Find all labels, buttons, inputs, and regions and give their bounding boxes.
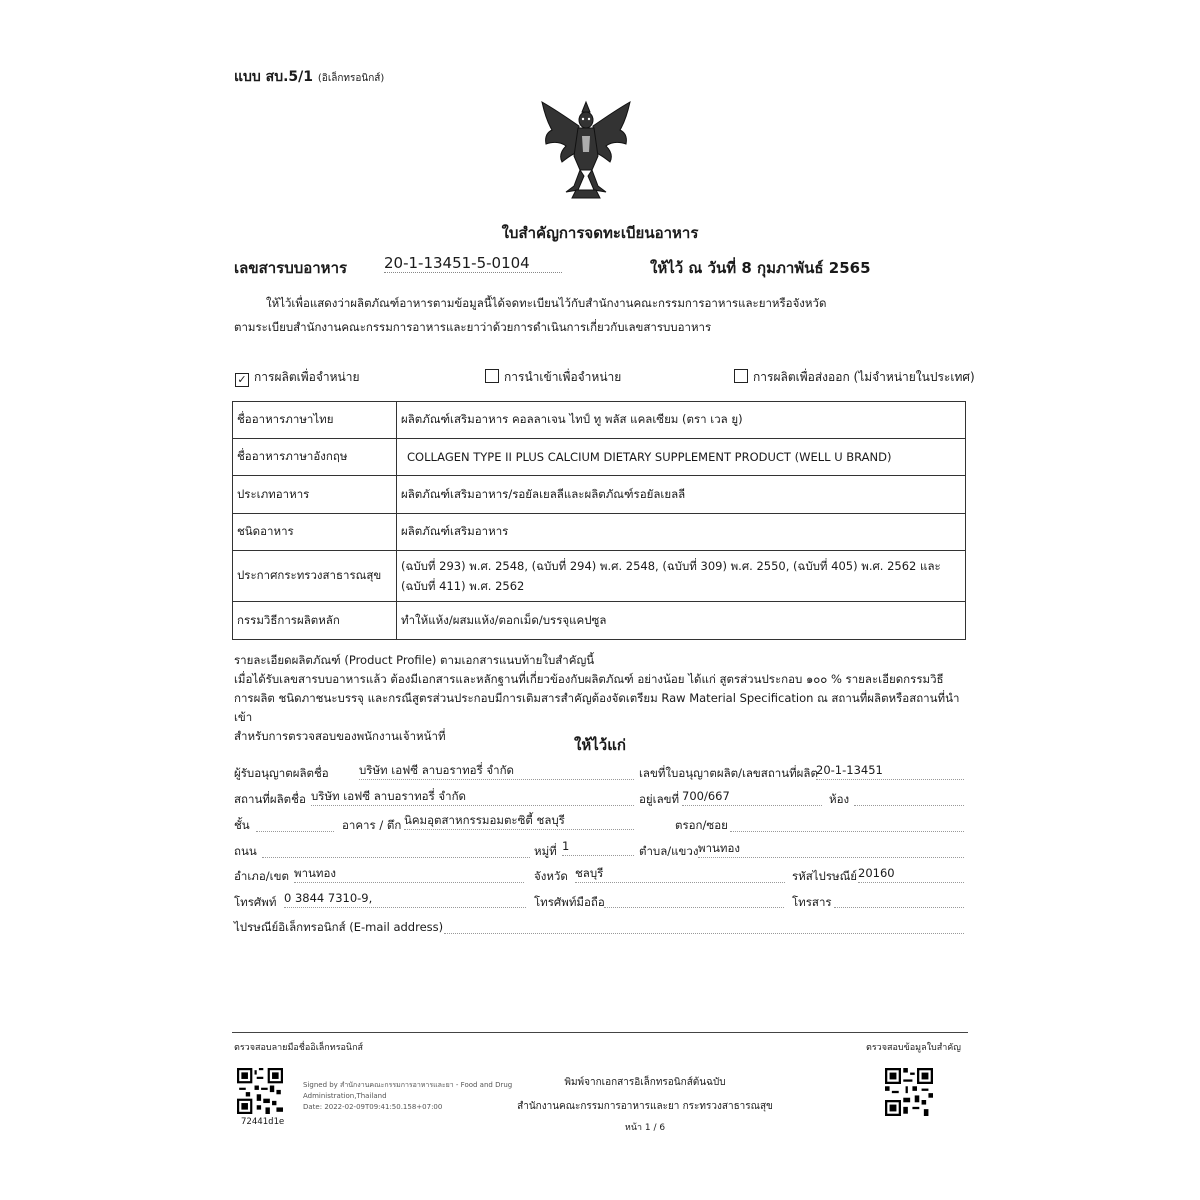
- details-line-4: สำหรับการตรวจสอบของพนักงานเจ้าหน้าที่: [234, 729, 446, 743]
- email-label: ไปรษณีย์อิเล็กทรอนิกส์ (E-mail address): [234, 920, 444, 934]
- building-value: นิคมอุตสาหกรรมอมตะซิตี้ ชลบุรี: [404, 812, 634, 830]
- place-value: บริษัท เอฟซี ลาบอราทอรี่ จำกัด: [311, 788, 634, 806]
- table-row: [233, 514, 966, 551]
- fax-value: [834, 890, 964, 908]
- signed-line-1: Signed by สำนักงานคณะกรรมการอาหารและยา - Food and Drug: [303, 1081, 513, 1089]
- qr-code-id: 72441d1e: [241, 1117, 285, 1127]
- moo-value: 1: [562, 838, 634, 856]
- table-key: ชื่ออาหารภาษาอังกฤษ: [233, 439, 397, 476]
- building-label: อาคาร / ตึก: [342, 818, 402, 832]
- table-value: (ฉบับที่ 293) พ.ศ. 2548, (ฉบับที่ 294) พ.ศ. 2548, (ฉบับที่ 309) พ.ศ. 2550, (ฉบับที่ 405) พ.ศ. 2562 และ (ฉบับที่ 411) พ.ศ. 2562: [397, 551, 966, 602]
- details-line-1: รายละเอียดผลิตภัณฑ์ (Product Profile) ตามเอกสารแนบท้ายใบสำคัญนี้: [234, 653, 595, 667]
- table-key: กรรมวิธีการผลิตหลัก: [233, 602, 397, 640]
- email-value: [444, 916, 964, 934]
- licensee-value: บริษัท เอฟซี ลาบอราทอรี่ จำกัด: [359, 762, 634, 780]
- floor-label: ชั้น: [234, 818, 250, 832]
- road-label: ถนน: [234, 844, 257, 858]
- details-line-2: เมื่อได้รับเลขสารบบอาหารแล้ว ต้องมีเอกสารและหลักฐานที่เกี่ยวข้องกับผลิตภัณฑ์ อย่างน้อย ได้แก่ สูตรส่วนประกอบ ๑๐๐ % รายละเอียดกรรมวิธี: [234, 672, 944, 686]
- room-label: ห้อง: [829, 792, 850, 806]
- phone-value: 0 3844 7310-9,: [284, 890, 526, 908]
- district-value: พานทอง: [294, 865, 524, 883]
- floor-value: [256, 814, 334, 832]
- table-row: [233, 402, 966, 439]
- table-row: [233, 551, 966, 602]
- checkbox-checked-icon[interactable]: ✓: [235, 373, 249, 387]
- intro-paragraph: [234, 291, 974, 339]
- form-code: [234, 66, 384, 88]
- checkbox-label: การผลิตเพื่อส่งออก (ไม่จำหน่ายในประเทศ): [753, 370, 975, 384]
- license-no-value: 20-1-13451: [816, 762, 964, 780]
- addr-no-label: อยู่เลขที่: [639, 792, 680, 806]
- table-value: ผลิตภัณฑ์เสริมอาหาร คอลลาเจน ไทป์ ทู พลัส แคลเซียม (ตรา เวล ยู): [397, 402, 966, 439]
- phone-label: โทรศัพท์: [234, 895, 277, 909]
- page-number: หน้า 1 / 6: [624, 1123, 666, 1133]
- table-value: ทำให้แห้ง/ผสมแห้ง/ตอกเม็ด/บรรจุแคปซูล: [397, 602, 966, 640]
- postcode-label: รหัสไปรษณีย์: [792, 869, 858, 883]
- signature-qr-code-icon[interactable]: [237, 1068, 283, 1114]
- intro-line-2: ตามระเบียบสำนักงานคณะกรรมการอาหารและยาว่าด้วยการดำเนินการเกี่ยวกับเลขสารบบอาหาร: [234, 320, 712, 334]
- table-value: ผลิตภัณฑ์เสริมอาหาร/รอยัลเยลลีและผลิตภัณฑ์รอยัลเยลลี: [397, 476, 966, 514]
- table-value: ผลิตภัณฑ์เสริมอาหาร: [397, 514, 966, 551]
- licensee-label: ผู้รับอนุญาตผลิตชื่อ: [234, 766, 329, 780]
- reg-number-label: เลขสารบบอาหาร: [234, 259, 348, 277]
- postcode-value: 20160: [858, 865, 964, 883]
- license-no-label: เลขที่ใบอนุญาตผลิต/เลขสถานที่ผลิต: [639, 766, 818, 780]
- province-label: จังหวัด: [534, 869, 568, 883]
- province-value: ชลบุรี: [575, 865, 785, 883]
- signature-check-label: ตรวจสอบลายมือชื่ออิเล็กทรอนิกส์: [234, 1043, 364, 1053]
- mobile-label: โทรศัพท์มือถือ: [534, 895, 605, 909]
- checkbox-import-sale[interactable]: [485, 368, 621, 387]
- table-row: [233, 439, 966, 476]
- table-key: ชนิดอาหาร: [233, 514, 397, 551]
- issued-date: ให้ไว้ ณ วันที่ 8 กุมภาพันธ์ 2565: [650, 259, 871, 277]
- checkbox-label: การนำเข้าเพื่อจำหน่าย: [504, 370, 622, 384]
- printed-from-text: พิมพ์จากเอกสารอิเล็กทรอนิกส์ต้นฉบับ: [564, 1077, 726, 1088]
- table-row: [233, 602, 966, 640]
- intro-line-1: ให้ไว้เพื่อแสดงว่าผลิตภัณฑ์อาหารตามข้อมูลนี้ได้จดทะเบียนไว้กับสำนักงานคณะกรรมการอาหารและยาหรือจังหวัด: [266, 296, 827, 310]
- room-value: [854, 788, 964, 806]
- table-row: [233, 476, 966, 514]
- details-paragraph: [234, 651, 974, 746]
- document-check-label: ตรวจสอบข้อมูลใบสำคัญ: [866, 1043, 961, 1053]
- subdistrict-value: พานทอง: [698, 840, 964, 858]
- agency-text: สำนักงานคณะกรรมการอาหารและยา กระทรวงสาธารณสุข: [517, 1101, 773, 1112]
- road-value: [262, 840, 530, 858]
- footer-divider: [232, 1032, 968, 1033]
- alley-label: ตรอก/ซอย: [675, 818, 728, 832]
- signed-line-2: Administration,Thailand: [303, 1092, 387, 1100]
- document-qr-code-icon[interactable]: [885, 1068, 933, 1116]
- table-key: ประเภทอาหาร: [233, 476, 397, 514]
- mobile-value: [604, 890, 784, 908]
- checkbox-label: การผลิตเพื่อจำหน่าย: [254, 370, 360, 384]
- checkbox-produce-export[interactable]: [734, 368, 975, 387]
- food-info-table: [232, 401, 966, 640]
- garuda-emblem: [536, 96, 636, 200]
- district-label: อำเภอ/เขต: [234, 869, 289, 883]
- table-key: ประกาศกระทรวงสาธารณสุข: [233, 551, 397, 602]
- addr-no-value: 700/667: [682, 788, 822, 806]
- signed-line-3: Date: 2022-02-09T09:41:50.158+07:00: [303, 1103, 443, 1111]
- checkbox-empty-icon[interactable]: [734, 369, 748, 383]
- moo-label: หมู่ที่: [534, 844, 557, 858]
- place-label: สถานที่ผลิตชื่อ: [234, 792, 306, 806]
- table-value: COLLAGEN TYPE II PLUS CALCIUM DIETARY SUPPLEMENT PRODUCT (WELL U BRAND): [397, 439, 966, 476]
- alley-value: [730, 814, 964, 832]
- form-code-text: แบบ สบ.5/1: [234, 69, 314, 85]
- given-to-heading: ให้ไว้แก่: [574, 736, 626, 754]
- form-code-note: (อิเล็กทรอนิกส์): [317, 73, 385, 84]
- document-title: ใบสำคัญการจดทะเบียนอาหาร: [501, 224, 699, 242]
- details-line-3: การผลิต ชนิดภาชนะบรรจุ และกรณีสูตรส่วนประกอบมีการเติมสารสำคัญต้องจัดเตรียม Raw Material Specification ณ สถานที่ผลิตหรือสถานที่นำเข้า: [234, 691, 960, 724]
- checkbox-produce-sale[interactable]: [235, 368, 360, 387]
- checkbox-empty-icon[interactable]: [485, 369, 499, 383]
- fax-label: โทรสาร: [792, 895, 832, 909]
- table-key: ชื่ออาหารภาษาไทย: [233, 402, 397, 439]
- subdistrict-label: ตำบล/แขวง: [639, 844, 699, 858]
- reg-number-value: 20-1-13451-5-0104: [384, 254, 562, 273]
